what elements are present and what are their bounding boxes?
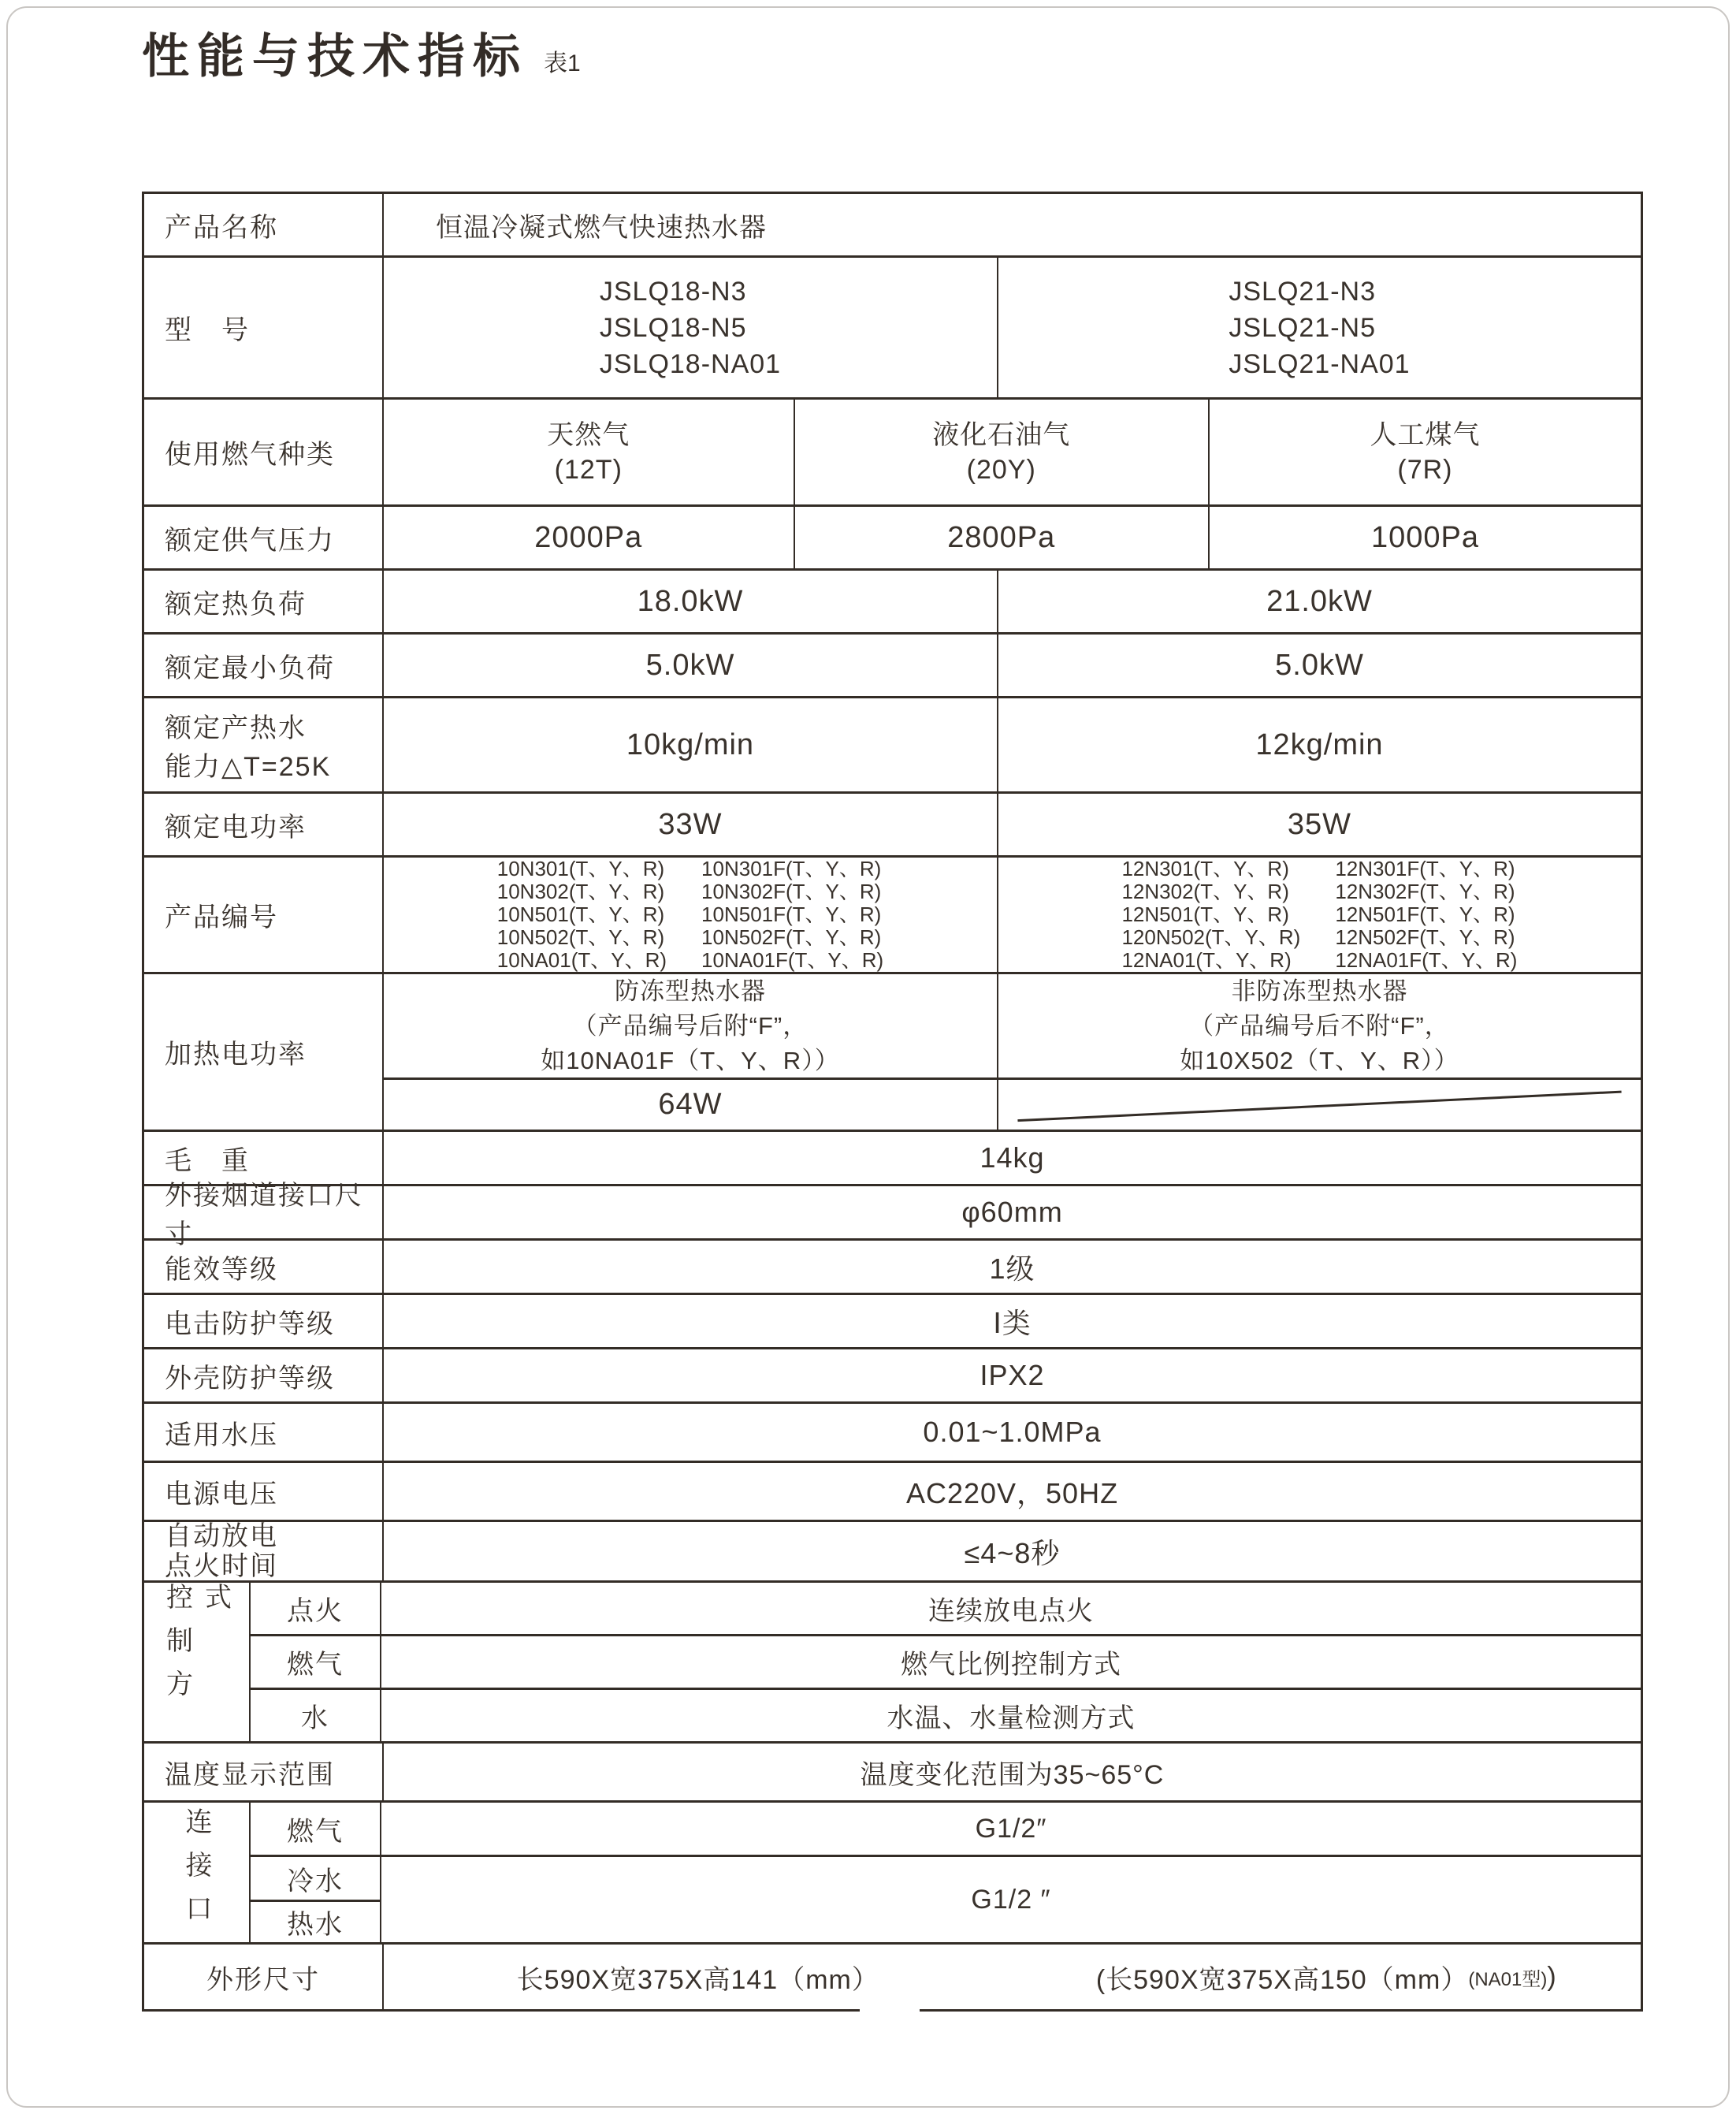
gas-code: (20Y) <box>966 454 1036 485</box>
product-codes-label: 产品编号 <box>165 903 278 932</box>
control-gas-label: 燃气 <box>251 1636 381 1688</box>
connection-hot-label: 热水 <box>251 1900 380 1942</box>
table-caption: 表1 <box>544 50 581 76</box>
codes-21-plain <box>1121 858 1300 972</box>
product-name-label: 产品名称 <box>165 212 278 243</box>
rated-power-18: 33W <box>384 794 998 855</box>
code-item: 12N502F(T、Y、R) <box>1335 925 1515 949</box>
row-flue-size <box>144 1181 1641 1249</box>
gas-coal-cell <box>1210 400 1641 504</box>
model-jslq21-cell <box>998 258 1641 397</box>
temp-range-value: 温度变化范围为35~65°C <box>860 1759 1165 1790</box>
dimensions-na01 <box>1013 1958 1641 1997</box>
control-group-label-cell <box>144 1583 251 1741</box>
gross-weight-value: 14kg <box>980 1141 1045 1174</box>
ignition-value: ≤4~8秒 <box>964 1536 1061 1569</box>
flue-value: φ60mm <box>961 1196 1063 1228</box>
heat-load-vals <box>384 571 1641 632</box>
code-item: 12N301F(T、Y、R) <box>1335 857 1515 880</box>
heat-load-21: 21.0kW <box>1266 584 1373 618</box>
dimensions-standard: 长590X宽375X高141（mm） <box>516 1964 879 1995</box>
model-jslq18-cell <box>384 258 998 397</box>
code-item: 12N501(T、Y、R) <box>1121 903 1289 926</box>
energy-label: 能效等级 <box>165 1254 278 1285</box>
connections-group-label: 连接口 <box>181 1807 211 1938</box>
connection-water-labels <box>251 1857 381 1942</box>
heating-power-value-row <box>384 1077 1641 1130</box>
hot-water-vals <box>384 698 1641 791</box>
non-frost-line: 如10X502（T、Y、R）） <box>1180 1046 1459 1074</box>
row-hot-water-capacity <box>144 696 1641 791</box>
model-jslq21-list <box>1229 274 1410 382</box>
na-diagonal-line <box>998 1080 1641 1130</box>
gas-natural-cell <box>384 400 795 504</box>
connection-gas-value: G1/2″ <box>975 1813 1047 1844</box>
min-load-21: 5.0kW <box>1275 648 1364 682</box>
heat-load-label: 额定热负荷 <box>165 589 307 620</box>
heat-load-label-cell <box>144 571 384 632</box>
heat-load-18: 18.0kW <box>384 571 998 632</box>
rated-power-vals <box>384 794 1641 855</box>
row-model <box>144 255 1641 397</box>
gas-code: (12T) <box>554 454 623 485</box>
gross-weight-label: 毛 重 <box>165 1145 250 1176</box>
hot-water-label-line2: 能力△T=25K <box>165 752 332 782</box>
non-frost-type-cell <box>998 974 1641 1077</box>
row-gas-type <box>144 397 1641 504</box>
control-gas-value: 燃气比例控制方式 <box>901 1650 1121 1680</box>
heating-power-label-cell <box>144 974 384 1130</box>
gas-code: (7R) <box>1397 454 1453 485</box>
dimensions-vals <box>384 1945 1641 2009</box>
row-heating-power <box>144 972 1641 1130</box>
gas-pressure-natural: 2000Pa <box>384 507 795 568</box>
row-min-load <box>144 632 1641 696</box>
code-item: 10N302(T、Y、R) <box>496 880 665 903</box>
code-item: 12NA01(T、Y、R) <box>1121 948 1292 972</box>
product-codes-vals <box>384 858 1641 972</box>
enclosure-value: IPX2 <box>980 1359 1045 1391</box>
shock-label: 电击防护等级 <box>165 1308 335 1339</box>
product-codes-label-cell <box>144 858 384 972</box>
code-item: 10NA01(T、Y、R) <box>496 948 667 972</box>
shock-label-cell <box>144 1295 384 1347</box>
frost-line: 如10NA01F（T、Y、R）） <box>541 1046 840 1074</box>
row-water-pressure <box>144 1401 1641 1461</box>
gas-lpg-cell <box>795 400 1210 504</box>
code-item: 10N501(T、Y、R) <box>496 903 665 926</box>
power-supply-value: AC220V，50HZ <box>905 1476 1119 1509</box>
frost-line: （产品编号后附“F”， <box>572 1011 809 1040</box>
row-enclosure-class <box>144 1347 1641 1401</box>
gas-lpg <box>932 418 1070 487</box>
row-ignition-time <box>144 1520 1641 1580</box>
gas-type-label: 使用燃气种类 <box>165 440 335 470</box>
gas-pressure-vals <box>384 507 1641 568</box>
control-row-gas <box>251 1634 1641 1688</box>
ignition-vals <box>384 1522 1641 1580</box>
connection-gas-label: 燃气 <box>251 1803 381 1855</box>
dimensions-na01-main: (长590X宽375X高150（mm） <box>1095 1964 1469 1995</box>
code-item: 12N302(T、Y、R) <box>1121 880 1289 903</box>
power-supply-label-cell <box>144 1463 384 1520</box>
gas-coal <box>1370 418 1480 487</box>
codes-18 <box>497 858 883 972</box>
non-frost-line: （产品编号后不附“F”， <box>1189 1011 1450 1040</box>
row-rated-power <box>144 791 1641 855</box>
rated-power-label: 额定电功率 <box>165 812 307 843</box>
flue-vals <box>384 1186 1641 1238</box>
heating-power-vals <box>384 974 1641 1130</box>
codes-18-frost <box>701 858 883 972</box>
row-energy-class <box>144 1238 1641 1293</box>
product-codes-18-cell <box>384 858 998 972</box>
code-item: 10N502F(T、Y、R) <box>701 925 882 949</box>
product-codes-21-cell <box>998 858 1641 972</box>
row-product-name <box>144 194 1641 255</box>
gas-pressure-label: 额定供气压力 <box>165 525 335 556</box>
codes-21-frost <box>1335 858 1517 972</box>
power-supply-vals <box>384 1463 1641 1520</box>
enclosure-label-cell <box>144 1349 384 1401</box>
control-water-value: 水温、水量检测方式 <box>887 1703 1136 1733</box>
row-heat-load <box>144 568 1641 632</box>
ignition-label-line2: 点火时间 <box>165 1551 278 1581</box>
model-vals <box>384 258 1641 397</box>
product-name-vals <box>384 194 1641 255</box>
gas-natural <box>547 418 630 487</box>
code-item: 10N302F(T、Y、R) <box>701 880 882 903</box>
temp-range-label: 温度显示范围 <box>165 1759 335 1790</box>
hot-water-label-line1: 额定产热水 <box>165 713 307 743</box>
spec-table <box>142 192 1643 2012</box>
gas-pressure-lpg: 2800Pa <box>795 507 1210 568</box>
model-jslq18-list <box>600 274 781 382</box>
code-item: 10N502(T、Y、R) <box>496 925 665 949</box>
connections-group-label-cell <box>144 1803 251 1942</box>
row-gas-pressure <box>144 504 1641 568</box>
bottom-border-print-gap <box>860 2006 920 2012</box>
connection-water-value: G1/2 ″ <box>971 1884 1051 1915</box>
row-control-group <box>144 1580 1641 1741</box>
ignition-label-cell <box>144 1522 384 1580</box>
model-item: JSLQ18-N3 <box>599 276 747 307</box>
rated-power-label-cell <box>144 794 384 855</box>
water-pressure-value: 0.01~1.0MPa <box>923 1416 1102 1448</box>
flue-label: 外接烟道接口尺寸 <box>165 1181 363 1249</box>
code-item: 10NA01F(T、Y、R) <box>701 948 884 972</box>
water-pressure-label: 适用水压 <box>165 1420 278 1450</box>
temp-range-vals <box>384 1744 1641 1800</box>
model-label: 型 号 <box>165 315 250 345</box>
code-item: 10N501F(T、Y、R) <box>701 903 882 926</box>
enclosure-label: 外壳防护等级 <box>165 1363 335 1394</box>
gas-pressure-label-cell <box>144 507 384 568</box>
frost-type-text <box>541 974 839 1078</box>
code-item: 12NA01F(T、Y、R) <box>1335 948 1518 972</box>
heating-power-label: 加热电功率 <box>165 1040 307 1070</box>
model-item: JSLQ18-N5 <box>599 312 747 343</box>
code-item: 12N302F(T、Y、R) <box>1335 880 1515 903</box>
shock-value: Ⅰ类 <box>993 1306 1032 1339</box>
gas-name: 人工煤气 <box>1370 419 1481 450</box>
model-item: JSLQ21-NA01 <box>1229 348 1411 379</box>
code-item: 10N301(T、Y、R) <box>496 857 665 880</box>
gas-type-vals <box>384 400 1641 504</box>
gas-pressure-coal: 1000Pa <box>1370 520 1479 554</box>
model-label-cell <box>144 258 384 397</box>
code-item: 10N301F(T、Y、R) <box>701 857 882 880</box>
shock-vals <box>384 1295 1641 1347</box>
code-item: 120N502(T、Y、R) <box>1121 925 1301 949</box>
hot-water-label-cell <box>144 698 384 791</box>
dimensions-na01-note: (NA01型) <box>1468 1968 1548 1990</box>
gas-name: 液化石油气 <box>932 419 1071 450</box>
frost-type-cell <box>384 974 998 1077</box>
temp-range-label-cell <box>144 1744 384 1800</box>
power-supply-label: 电源电压 <box>165 1479 278 1509</box>
connection-cold-label: 冷水 <box>287 1866 344 1896</box>
water-pressure-vals <box>384 1404 1641 1461</box>
dimensions-na01-close: ) <box>1547 1961 1557 1992</box>
product-name-label-cell <box>144 194 384 255</box>
row-product-codes <box>144 855 1641 972</box>
model-item: JSLQ21-N3 <box>1229 276 1376 307</box>
gas-type-label-cell <box>144 400 384 504</box>
non-frost-type-text <box>1180 974 1459 1078</box>
control-ignition-value: 连续放电点火 <box>928 1596 1094 1626</box>
codes-21 <box>1121 858 1517 972</box>
min-load-label-cell <box>144 635 384 696</box>
min-load-vals <box>384 635 1641 696</box>
heating-power-desc-row <box>384 974 1641 1077</box>
gas-name: 天然气 <box>547 419 630 450</box>
codes-18-plain <box>497 858 667 972</box>
energy-vals <box>384 1241 1641 1293</box>
frost-line: 防冻型热水器 <box>614 977 766 1005</box>
min-load-label: 额定最小负荷 <box>165 653 335 683</box>
product-name-value: 恒温冷凝式燃气快速热水器 <box>436 212 767 243</box>
energy-value: 1级 <box>989 1252 1035 1285</box>
control-group-label: 控制方式 <box>162 1583 231 1714</box>
code-item: 12N501F(T、Y、R) <box>1335 903 1515 926</box>
model-item: JSLQ21-N5 <box>1229 312 1376 343</box>
connections-group-rows <box>251 1803 1641 1942</box>
row-shock-class <box>144 1293 1641 1347</box>
frost-power-value: 64W <box>384 1080 998 1130</box>
hot-water-21: 12kg/min <box>1255 728 1384 761</box>
control-row-water <box>251 1688 1641 1741</box>
enclosure-vals <box>384 1349 1641 1401</box>
control-group-rows <box>251 1583 1641 1741</box>
non-frost-power-na-cell <box>998 1080 1641 1130</box>
control-ignition-label: 点火 <box>251 1583 381 1634</box>
row-temp-range <box>144 1741 1641 1800</box>
control-water-label: 水 <box>251 1690 381 1741</box>
control-row-ignition <box>251 1583 1641 1634</box>
hot-water-18: 10kg/min <box>384 698 998 791</box>
rated-power-21: 35W <box>1287 807 1352 841</box>
code-item: 12N301(T、Y、R) <box>1121 857 1289 880</box>
connection-row-water <box>251 1855 1641 1942</box>
water-pressure-label-cell <box>144 1404 384 1461</box>
row-dimensions <box>144 1942 1641 2009</box>
dimensions-label: 外形尺寸 <box>206 1964 320 1995</box>
page-header <box>142 30 581 83</box>
model-item: JSLQ18-NA01 <box>599 348 782 379</box>
page-title: 性能与技术指标 <box>142 30 528 83</box>
row-connections-group <box>144 1800 1641 1942</box>
ignition-label-line1: 自动放电 <box>165 1521 278 1551</box>
row-power-supply <box>144 1461 1641 1520</box>
flue-label-cell <box>144 1181 384 1249</box>
min-load-18: 5.0kW <box>384 635 998 696</box>
connection-row-gas <box>251 1803 1641 1855</box>
gross-weight-vals <box>384 1132 1641 1184</box>
dimensions-label-cell <box>144 1945 384 2009</box>
energy-label-cell <box>144 1241 384 1293</box>
non-frost-line: 非防冻型热水器 <box>1231 977 1408 1005</box>
